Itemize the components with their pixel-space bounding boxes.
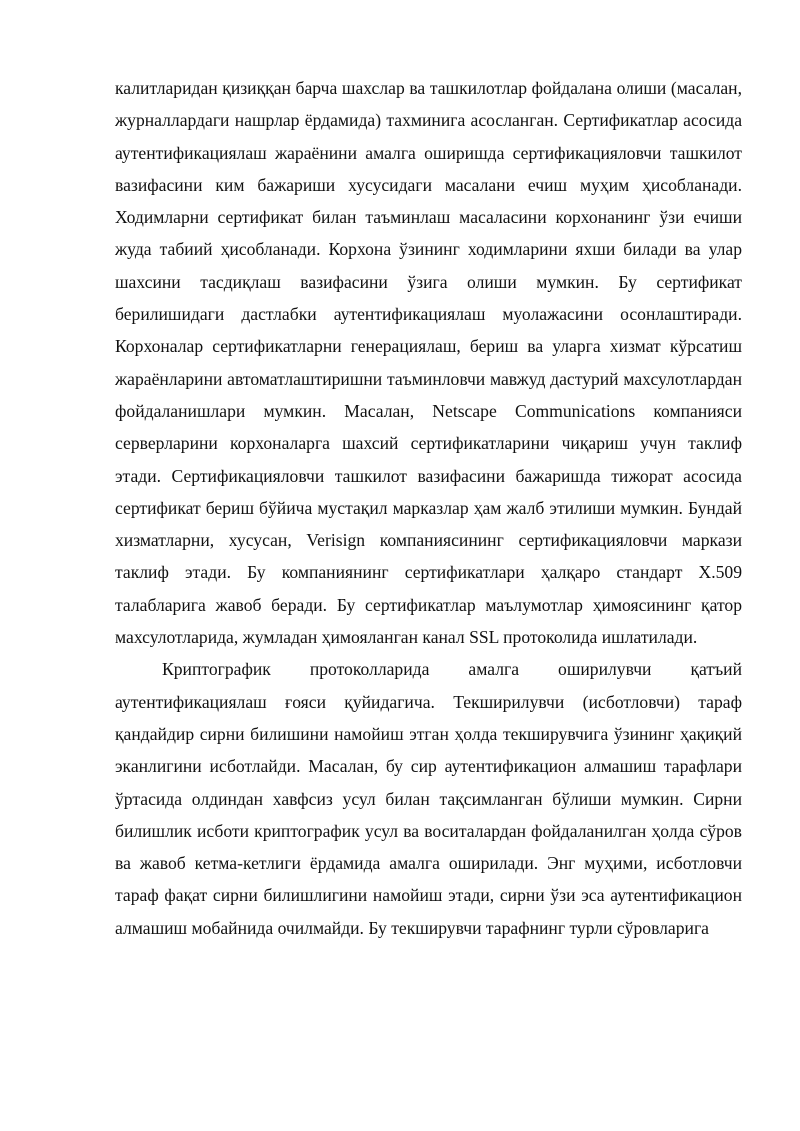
document-page <box>115 72 742 944</box>
paragraph-certificates: калитларидан қизиққан барча шахслар ва ташкилотлар фойдалана олиши (масалан, журналлардаги нашрлар ёрдамида) тахминига асосланган. Сертификатлар асосида аутентификациялаш жараёнини амалга оширишда сертификацияловчи ташкилот вазифасини ким бажариши хусусидаги масалани ечиш муҳим ҳисобланади. Ходимларни сертификат билан таъминлаш масаласини корхонанинг ўзи ечиши жуда табиий ҳисобланади. Корхона ўзининг ходимларини яхши билади ва улар шахсини тасдиқлаш вазифасини ўзига олиши мумкин. Бу сертификат берилишидаги дастлабки аутентификациялаш муолажасини осонлаштиради. Корхоналар сертификатларни генерациялаш, бериш ва уларга хизмат кўрсатиш жараёнларини автоматлаштиришни таъминловчи мавжуд дастурий махсулотлардан фойдаланишлари мумкин. Масалан, Netscape Communications компанияси серверларини корхоналарга шахсий сертификатларини чиқариш учун таклиф этади. Сертификацияловчи ташкилот вазифасини бажаришда тижорат асосида сертификат бериш бўйича мустақил марказлар ҳам жалб этилиши мумкин. Бундай хизматларни, хусусан, Verisign компаниясининг сертификацияловчи маркази таклиф этади. Бу компаниянинг сертификатлари ҳалқаро стандарт X.509 талабларига жавоб беради. Бу сертификатлар маълумотлар ҳимоясининг қатор махсулотларида, жумладан ҳимояланган канал SSL протоколида ишлатилади. <box>115 78 742 648</box>
paragraph-strict-authentication: Криптографик протоколларида амалга оширилувчи қатъий аутентификациялаш ғояси қуйидагича. Текширилувчи (исботловчи) тараф қандайдир сирни билишини намойиш этган ҳолда текширувчига ўзининг ҳақиқий эканлигини исботлайди. Масалан, бу сир аутентификацион алмашиш тарафлари ўртасида олдиндан хавфсиз усул билан тақсимланган бўлиши мумкин. Сирни билишлик исботи криптографик усул ва воситалардан фойдаланилган ҳолда сўров ва жавоб кетма-кетлиги ёрдамида амалга оширилади. Энг муҳими, исботловчи тараф фақат сирни билишлигини намойиш этади, сирни ўзи эса аутентификацион алмашиш мобайнида очилмайди. Бу текширувчи тарафнинг турли сўровларига <box>115 659 742 938</box>
